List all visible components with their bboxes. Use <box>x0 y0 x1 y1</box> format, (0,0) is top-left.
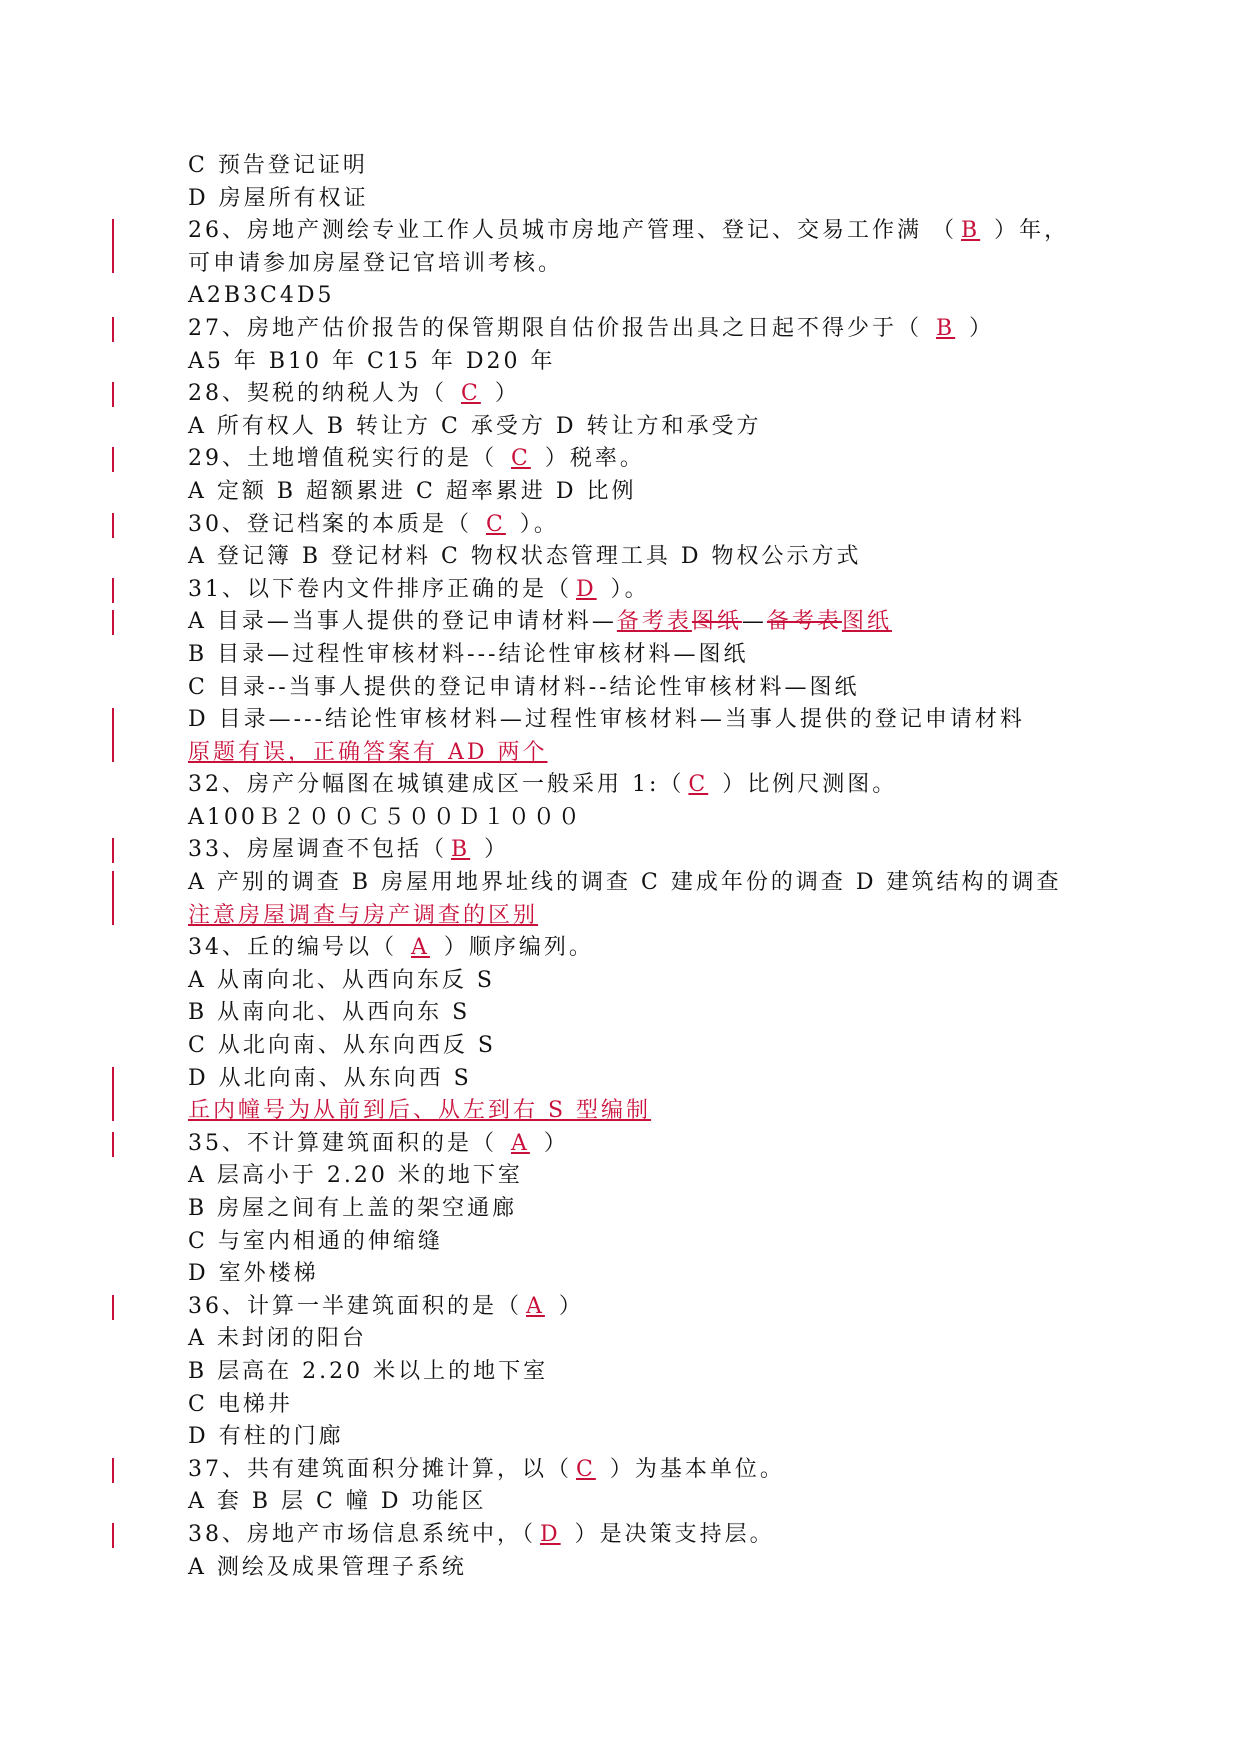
line-text: D 目录—---结论性审核材料—过程性审核材料—当事人提供的登记申请材料 <box>188 707 1025 733</box>
text-line <box>188 1258 1088 1291</box>
question-text: 27、房地产估价报告的保管期限自估价报告出具之日起不得少于（ <box>188 315 932 341</box>
change-bar <box>112 1523 114 1548</box>
line-text: A2B3C4D5 <box>188 283 335 309</box>
revision-note <box>188 737 1088 770</box>
line-text: C 从北向南、从东向西反 S <box>188 1033 496 1059</box>
question-tail: ） <box>474 837 510 863</box>
text-line <box>188 541 1088 574</box>
note-text: 丘内幢号为从前到后、从左到右 S 型编制 <box>188 1098 652 1124</box>
note-text: 注意房屋调查与房产调查的区别 <box>188 902 539 928</box>
line-text: A 未封闭的阳台 <box>188 1326 367 1352</box>
answer-mark: B <box>451 837 471 863</box>
answer-mark: B <box>961 218 981 244</box>
text-line <box>188 867 1088 900</box>
line-text: A 层高小于 2.20 米的地下室 <box>188 1163 523 1189</box>
text-line <box>188 704 1088 737</box>
change-bar <box>112 317 114 342</box>
change-bar <box>112 447 114 472</box>
change-bar <box>112 838 114 863</box>
text-line <box>188 1552 1088 1585</box>
answer-mark: C <box>461 381 481 407</box>
deleted-text: 备考表 <box>766 609 842 635</box>
text-line <box>188 672 1088 705</box>
text-line <box>188 1389 1088 1422</box>
text-line <box>188 1030 1088 1063</box>
deleted-text: 图纸 <box>691 609 742 635</box>
question-line <box>188 834 1088 867</box>
line-text: C 与室内相通的伸缩缝 <box>188 1228 443 1254</box>
question-tail: ）税率。 <box>534 446 645 472</box>
change-bar <box>112 708 114 762</box>
text-line <box>188 1063 1088 1096</box>
change-bar <box>112 578 114 603</box>
line-text: — <box>741 609 767 635</box>
text-line <box>188 1356 1088 1389</box>
text-line <box>188 1486 1088 1519</box>
text-line <box>188 248 1088 281</box>
question-text: 37、共有建筑面积分摊计算，以（ <box>188 1456 572 1482</box>
text-line <box>188 1323 1088 1356</box>
question-tail: ）年， <box>984 218 1070 244</box>
revision-note <box>188 1095 1088 1128</box>
change-bar <box>112 1295 114 1320</box>
question-text: 29、土地增值税实行的是（ <box>188 446 507 472</box>
question-tail: ）顺序编列。 <box>433 935 594 961</box>
line-text: A 定额 B 超额累进 C 超率累进 D 比例 <box>188 478 637 504</box>
question-tail: ） <box>548 1293 584 1319</box>
line-text: A5 年 B10 年 C15 年 D20 年 <box>188 348 556 374</box>
change-bar <box>112 513 114 538</box>
question-tail: ）。 <box>600 576 650 602</box>
revision-note <box>188 900 1088 933</box>
inserted-text: 图纸 <box>841 609 892 635</box>
question-line <box>188 1519 1088 1552</box>
question-text: 36、计算一半建筑面积的是（ <box>188 1293 522 1319</box>
question-text: 35、不计算建筑面积的是（ <box>188 1130 507 1156</box>
question-tail: ）。 <box>509 511 559 537</box>
text-line <box>188 346 1088 379</box>
question-line <box>188 509 1088 542</box>
text-line <box>188 150 1088 183</box>
text-line <box>188 1421 1088 1454</box>
line-text: B 从南向北、从西向东 S <box>188 1000 471 1026</box>
question-line <box>188 932 1088 965</box>
question-text: 31、以下卷内文件排序正确的是（ <box>188 576 572 602</box>
text-line <box>188 965 1088 998</box>
change-bar <box>112 219 114 273</box>
answer-mark: C <box>576 1456 596 1482</box>
question-line <box>188 313 1088 346</box>
line-text: B 层高在 2.20 米以上的地下室 <box>188 1358 549 1384</box>
text-line <box>188 1160 1088 1193</box>
text-line <box>188 280 1088 313</box>
question-line <box>188 1454 1088 1487</box>
question-tail: ） <box>959 315 995 341</box>
question-tail: ） <box>533 1130 569 1156</box>
line-text: C 电梯井 <box>188 1391 293 1417</box>
inserted-text: 备考表 <box>616 609 692 635</box>
change-bar <box>112 1067 114 1121</box>
question-line <box>188 443 1088 476</box>
line-text: A100Ｂ２００Ｃ５００Ｄ１０００ <box>188 804 583 830</box>
question-line <box>188 574 1088 607</box>
question-text: 26、房地产测绘专业工作人员城市房地产管理、登记、交易工作满 （ <box>188 218 957 244</box>
question-line <box>188 378 1088 411</box>
line-text: A 套 B 层 C 幢 D 功能区 <box>188 1489 487 1515</box>
question-tail: ）是决策支持层。 <box>564 1521 775 1547</box>
text-line <box>188 1226 1088 1259</box>
text-line <box>188 802 1088 835</box>
line-text: A 登记簿 B 登记材料 C 物权状态管理工具 D 物权公示方式 <box>188 544 862 570</box>
line-text: A 从南向北、从西向东反 S <box>188 967 495 993</box>
line-text: B 房屋之间有上盖的架空通廊 <box>188 1196 518 1221</box>
line-text: D 室外楼梯 <box>188 1261 319 1287</box>
answer-mark: B <box>936 315 956 341</box>
answer-mark: C <box>486 511 506 537</box>
question-text: 30、登记档案的本质是（ <box>188 511 482 537</box>
change-bar <box>112 610 114 635</box>
change-bar <box>112 382 114 407</box>
change-bar <box>112 871 114 925</box>
text-line <box>188 1193 1088 1226</box>
line-text: D 房屋所有权证 <box>188 185 369 211</box>
text-line <box>188 411 1088 444</box>
line-text: C 目录--当事人提供的登记申请材料--结论性审核材料—图纸 <box>188 674 860 700</box>
answer-mark: A <box>411 935 430 961</box>
question-line <box>188 215 1088 248</box>
text-line <box>188 606 1088 639</box>
line-text: D 有柱的门廊 <box>188 1424 344 1450</box>
line-text: A 目录—当事人提供的登记申请材料— <box>188 609 617 635</box>
line-text: A 测绘及成果管理子系统 <box>188 1554 467 1580</box>
line-text: D 从北向南、从东向西 S <box>188 1065 472 1091</box>
question-tail: ）比例尺测图。 <box>712 772 898 798</box>
text-line <box>188 997 1088 1030</box>
document-body <box>188 150 1088 1584</box>
question-text: 34、丘的编号以（ <box>188 935 407 961</box>
question-line <box>188 1128 1088 1161</box>
line-text: A 所有权人 B 转让方 C 承受方 D 转让方和承受方 <box>188 413 762 439</box>
question-text: 32、房产分幅图在城镇建成区一般采用 1:（ <box>188 772 685 798</box>
change-bar <box>112 1132 114 1157</box>
change-bar <box>112 1458 114 1483</box>
answer-mark: D <box>540 1521 561 1547</box>
answer-mark: C <box>511 446 531 472</box>
text-line <box>188 476 1088 509</box>
question-line <box>188 1291 1088 1324</box>
note-text: 原题有误，正确答案有 AD 两个 <box>188 739 548 765</box>
question-text: 28、契税的纳税人为（ <box>188 381 457 407</box>
question-line <box>188 769 1088 802</box>
answer-mark: A <box>511 1130 530 1156</box>
answer-mark: D <box>576 576 597 602</box>
text-line <box>188 183 1088 216</box>
line-text: B 目录—过程性审核材料---结论性审核材料—图纸 <box>188 641 749 667</box>
question-tail: ） <box>484 381 520 407</box>
answer-mark: C <box>688 772 709 798</box>
text-line <box>188 639 1088 672</box>
question-text: 33、房屋调查不包括（ <box>188 837 447 863</box>
line-text: C 预告登记证明 <box>188 153 368 178</box>
line-text: 可申请参加房屋登记官培训考核。 <box>188 250 564 276</box>
line-text: A 产别的调查 B 房屋用地界址线的调查 C 建成年份的调查 D 建筑结构的调查 <box>188 870 1062 896</box>
question-tail: ）为基本单位。 <box>599 1456 785 1482</box>
question-text: 38、房地产市场信息系统中，（ <box>188 1521 536 1547</box>
answer-mark: A <box>526 1293 545 1319</box>
